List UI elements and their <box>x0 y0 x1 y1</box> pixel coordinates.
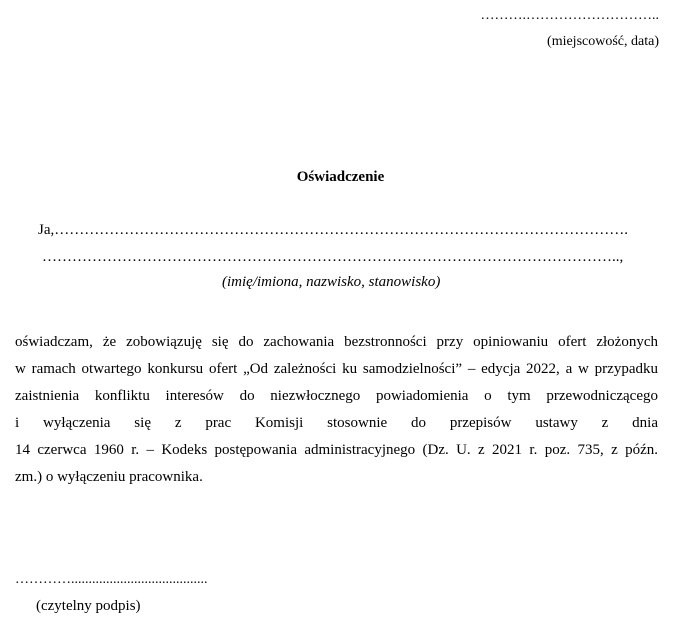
declarant-line-2: …………………………………………………………………………………………………….., <box>42 249 624 265</box>
date-place-line: ……….……………………….. <box>480 8 659 23</box>
date-place-label: (miejscowość, data) <box>547 34 659 49</box>
body-line: oświadczam, że zobowiązuję się do zachowania bezstronności przy opiniowaniu ofert złożonych <box>15 334 658 350</box>
body-line: w ramach otwartego konkursu ofert „Od zależności ku samodzielności” – edycja 2022, a w przypadku <box>15 361 658 377</box>
body-line: zm.) o wyłączeniu pracownika. <box>15 469 203 485</box>
declarant-line-1: Ja,……………………………………………………………………………………………………. <box>38 222 628 238</box>
body-line: zaistnienia konfliktu interesów do niezwłocznego powiadomienia o tym przewodniczącego <box>15 388 658 404</box>
document-title: Oświadczenie <box>296 169 385 185</box>
signature-line: …………....................................... <box>15 572 208 587</box>
declarant-caption: (imię/imiona, nazwisko, stanowisko) <box>222 274 441 290</box>
body-line: 14 czerwca 1960 r. – Kodeks postępowania administracyjnego (Dz. U. z 2021 r. poz. 735, z późn. <box>15 442 658 458</box>
signature-label: (czytelny podpis) <box>36 598 141 614</box>
declaration-body <box>15 329 658 491</box>
body-line: i wyłączenia się z prac Komisji stosownie do przepisów ustawy z dnia <box>15 415 658 431</box>
